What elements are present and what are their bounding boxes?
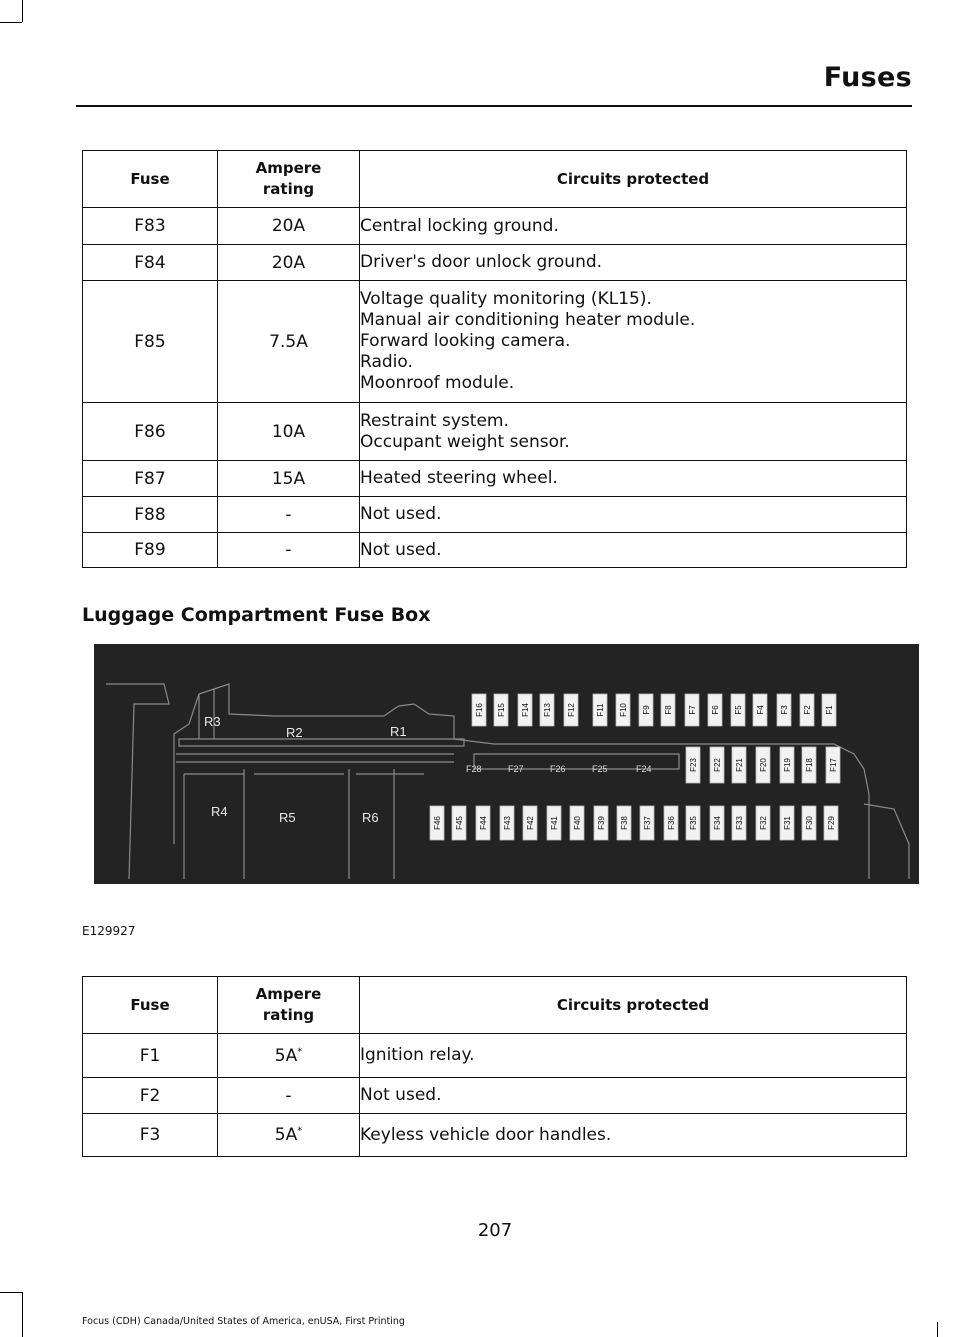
ampere-cell (218, 1034, 360, 1078)
fuse-label-f40: F40 (573, 816, 582, 830)
circuits-cell (360, 245, 907, 281)
fuse-cell: F88 (83, 497, 218, 533)
circuits-cell (360, 281, 907, 403)
fuse-label-f3: F3 (780, 705, 789, 715)
circuit-line: Forward looking camera. (360, 331, 571, 351)
circuit-line: Manual air conditioning heater module. (360, 310, 696, 330)
fuse-label-f23: F23 (689, 758, 698, 772)
table-header-row (83, 151, 907, 208)
ampere-value: 15A (271, 468, 306, 489)
fuse-label-f32: F32 (759, 816, 768, 830)
fuse-label-f1: F1 (825, 705, 834, 715)
fuse-label-f2: F2 (803, 705, 812, 715)
fuse-label-f45: F45 (455, 816, 464, 830)
ampere-value: - (285, 540, 292, 560)
circuit-line: Not used. (360, 504, 442, 524)
fuse-label-f42: F42 (526, 816, 535, 830)
ampere-cell (218, 1114, 360, 1157)
relay-label-r1: R1 (390, 724, 407, 739)
table-row (83, 533, 907, 568)
fuse-label-f39: F39 (597, 816, 606, 830)
fuse-table-passenger-compartment (82, 150, 907, 568)
table-row (83, 281, 907, 403)
ampere-cell (218, 1078, 360, 1114)
fuse-label-f5: F5 (734, 705, 743, 715)
fuse-cell: F84 (83, 245, 218, 281)
ampere-header-line: rating (262, 180, 315, 198)
circuits-cell (360, 497, 907, 533)
circuit-line: Restraint system. (360, 410, 509, 431)
fuse-label-f14: F14 (521, 703, 530, 717)
table-row (83, 1078, 907, 1114)
relay-label-r3: R3 (204, 714, 221, 729)
circuit-line: Central locking ground. (360, 215, 559, 236)
table-row (83, 1114, 907, 1157)
fuse-label-f24: F24 (636, 764, 652, 774)
fuse-label-f31: F31 (783, 816, 792, 830)
ampere-value: 10A (271, 421, 306, 442)
table-row (83, 461, 907, 497)
ampere-cell (218, 208, 360, 245)
ampere-cell (218, 403, 360, 461)
fuse-label-f43: F43 (503, 816, 512, 830)
footer-text: Focus (CDH) Canada/United States of America, enUSA, First Printing (82, 1316, 405, 1327)
circuits-cell (360, 1034, 907, 1078)
circuit-line: Ignition relay. (360, 1045, 475, 1065)
fuse-label-f16: F16 (475, 703, 484, 717)
page-number: 207 (477, 1220, 513, 1241)
crop-mark (22, 0, 23, 22)
fuse-column-header: Fuse (83, 151, 218, 208)
crop-mark (0, 1292, 22, 1293)
crop-mark (22, 1292, 23, 1337)
fuse-label-f36: F36 (667, 816, 676, 830)
table-row (83, 245, 907, 281)
fuse-label-f27: F27 (508, 764, 524, 774)
fuse-label-f15: F15 (497, 703, 506, 717)
circuits-column-header: Circuits protected (360, 977, 907, 1034)
circuits-cell (360, 533, 907, 568)
fuse-label-f28: F28 (466, 764, 482, 774)
circuits-cell (360, 403, 907, 461)
ampere-header-line: rating (262, 1006, 315, 1024)
circuit-line: Driver's door unlock ground. (360, 252, 603, 272)
fuse-label-f8: F8 (664, 705, 673, 715)
footnote-marker: * (297, 1125, 303, 1137)
circuit-line: Not used. (360, 1085, 442, 1105)
ampere-column-header (218, 151, 360, 208)
circuits-column-header: Circuits protected (360, 151, 907, 208)
crop-mark (937, 1322, 938, 1337)
ampere-header-line: Ampere (255, 159, 322, 177)
ampere-value: 5A (274, 1045, 298, 1066)
fuse-label-f26: F26 (550, 764, 566, 774)
ampere-value: 20A (271, 216, 306, 236)
ampere-value: 20A (271, 252, 306, 273)
fuse-cell: F83 (83, 208, 218, 245)
fuse-label-f11: F11 (596, 703, 605, 717)
fuse-label-f21: F21 (735, 758, 744, 772)
fuse-label-f17: F17 (829, 758, 838, 772)
relay-label-r4: R4 (211, 804, 228, 819)
table-header-row (83, 977, 907, 1034)
circuit-line: Occupant weight sensor. (360, 431, 570, 452)
fuse-cell: F89 (83, 533, 218, 568)
fuse-cell: F85 (83, 281, 218, 403)
fuse-cell: F86 (83, 403, 218, 461)
fuse-label-f35: F35 (689, 816, 698, 830)
fuse-label-f4: F4 (756, 705, 765, 715)
circuits-cell (360, 208, 907, 245)
fuse-column-header: Fuse (83, 977, 218, 1034)
circuit-line: Moonroof module. (360, 373, 515, 393)
fuse-label-f46: F46 (433, 816, 442, 830)
diagram-background (94, 644, 919, 884)
fuse-cell: F1 (83, 1034, 218, 1078)
title-rule (76, 105, 912, 107)
fuse-label-f29: F29 (827, 816, 836, 830)
fuse-label-f41: F41 (550, 816, 559, 830)
table-row (83, 208, 907, 245)
crop-mark (0, 22, 22, 23)
ampere-value: - (285, 504, 292, 525)
ampere-cell (218, 461, 360, 497)
fuse-label-f12: F12 (567, 703, 576, 717)
fuse-label-f38: F38 (620, 816, 629, 830)
fuse-cell: F87 (83, 461, 218, 497)
fuse-label-f18: F18 (805, 758, 814, 772)
circuits-cell (360, 1114, 907, 1157)
circuit-line: Voltage quality monitoring (KL15). (360, 289, 652, 309)
fuse-label-f7: F7 (688, 705, 697, 715)
fuse-label-f20: F20 (759, 758, 768, 772)
table-row (83, 1034, 907, 1078)
circuit-line: Keyless vehicle door handles. (360, 1124, 612, 1145)
table-row (83, 497, 907, 533)
fuse-label-f6: F6 (711, 705, 720, 715)
circuit-line: Radio. (360, 352, 413, 372)
fuse-cell: F3 (83, 1114, 218, 1157)
ampere-cell (218, 281, 360, 403)
ampere-column-header (218, 977, 360, 1034)
fuse-cell: F2 (83, 1078, 218, 1114)
table-row (83, 403, 907, 461)
ampere-cell (218, 245, 360, 281)
relay-label-r2: R2 (286, 725, 303, 740)
page-title: Fuses (823, 62, 912, 93)
fuse-label-f44: F44 (479, 816, 488, 830)
ampere-header-line: Ampere (255, 985, 322, 1003)
circuits-cell (360, 1078, 907, 1114)
footnote-marker: * (297, 1045, 303, 1057)
section-heading: Luggage Compartment Fuse Box (82, 604, 431, 626)
fuse-label-f9: F9 (642, 705, 651, 715)
ampere-value: 7.5A (269, 331, 308, 352)
ampere-cell (218, 533, 360, 568)
fuse-label-f10: F10 (619, 703, 628, 717)
relay-label-r6: R6 (362, 810, 379, 825)
fuse-label-f25: F25 (592, 764, 608, 774)
circuits-cell (360, 461, 907, 497)
fuse-label-f13: F13 (543, 703, 552, 717)
fuse-box-diagram (94, 644, 919, 884)
fuse-label-f34: F34 (713, 816, 722, 830)
relay-label-r5: R5 (279, 810, 296, 825)
fuse-label-f33: F33 (735, 816, 744, 830)
fuse-label-f19: F19 (783, 758, 792, 772)
circuit-line: Not used. (360, 539, 442, 560)
fuse-label-f37: F37 (643, 816, 652, 830)
fuse-label-f30: F30 (805, 816, 814, 830)
ampere-value: - (285, 1085, 292, 1106)
circuit-line: Heated steering wheel. (360, 468, 558, 488)
figure-id: E129927 (82, 924, 136, 938)
fuse-label-f22: F22 (713, 758, 722, 772)
ampere-value: 5A (274, 1125, 298, 1145)
ampere-cell (218, 497, 360, 533)
fuse-table-luggage-compartment (82, 976, 907, 1157)
